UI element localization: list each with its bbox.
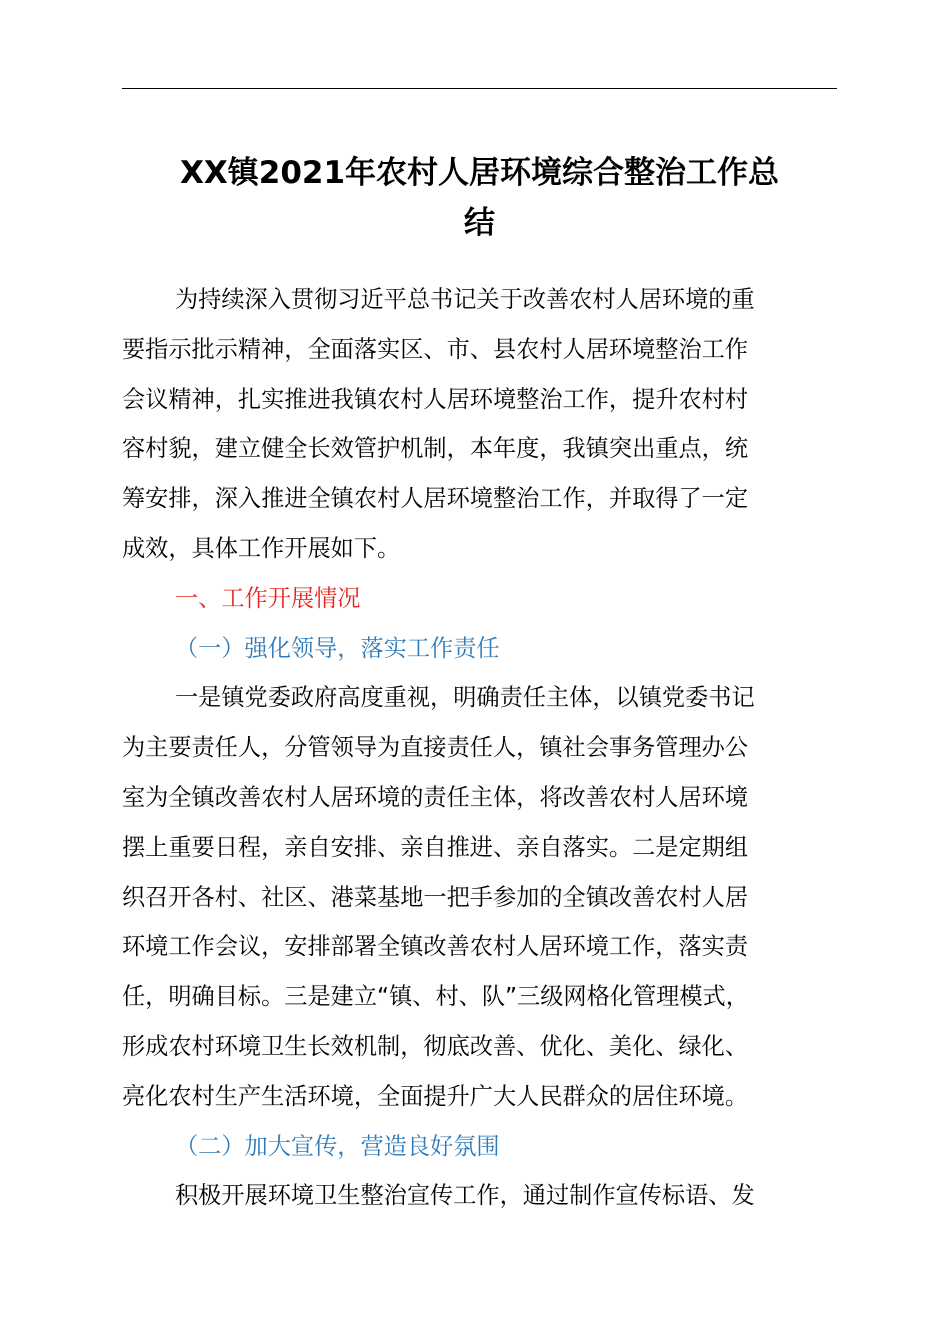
paragraph-line: 环境工作会议，安排部署全镇改善农村人居环境工作，落实责	[122, 933, 749, 961]
paragraph-line: 会议精神，扎实推进我镇农村人居环境整治工作，提升农村村	[122, 385, 749, 413]
paragraph-line: 为主要责任人，分管领导为直接责任人，镇社会事务管理办公	[122, 734, 749, 762]
paragraph-line: 成效，具体工作开展如下。	[122, 534, 401, 562]
paragraph-line: 积极开展环境卫生整治宣传工作，通过制作宣传标语、发	[175, 1182, 755, 1210]
paragraph-line: 织召开各村、社区、港菜基地一把手参加的全镇改善农村人居	[122, 883, 749, 911]
paragraph-line: 室为全镇改善农村人居环境的责任主体，将改善农村人居环境	[122, 783, 749, 811]
subsection-heading: （二）加大宣传，营造良好氛围	[175, 1132, 500, 1160]
title-line: XX镇2021年农村人居环境综合整治工作总	[179, 155, 780, 191]
paragraph-line: 为持续深入贯彻习近平总书记关于改善农村人居环境的重	[175, 286, 755, 313]
title-line: 结	[464, 205, 495, 241]
paragraph-line: 任，明确目标。三是建立“镇、村、队”三级网格化管理模式，	[122, 983, 749, 1011]
paragraph-line: 形成农村环境卫生长效机制，彻底改善、优化、美化、绿化、	[122, 1032, 749, 1060]
section-heading: 一、工作开展情况	[175, 584, 361, 612]
document-body	[122, 275, 838, 1221]
paragraph-line: 一是镇党委政府高度重视，明确责任主体，以镇党委书记	[175, 684, 755, 712]
header-rule	[122, 88, 837, 89]
subsection-heading: （一）强化领导，落实工作责任	[175, 634, 500, 662]
paragraph-line: 摆上重要日程，亲自安排、亲自推进、亲自落实。二是定期组	[122, 833, 749, 861]
paragraph-line: 亮化农村生产生活环境，全面提升广大人民群众的居住环境。	[122, 1082, 749, 1110]
paragraph-line: 筹安排，深入推进全镇农村人居环境整治工作，并取得了一定	[122, 485, 749, 513]
paragraph-line: 容村貌，建立健全长效管护机制，本年度，我镇突出重点，统	[122, 435, 749, 463]
paragraph-line: 要指示批示精神，全面落实区、市、县农村人居环境整治工作	[122, 335, 749, 363]
document-title	[112, 148, 847, 248]
